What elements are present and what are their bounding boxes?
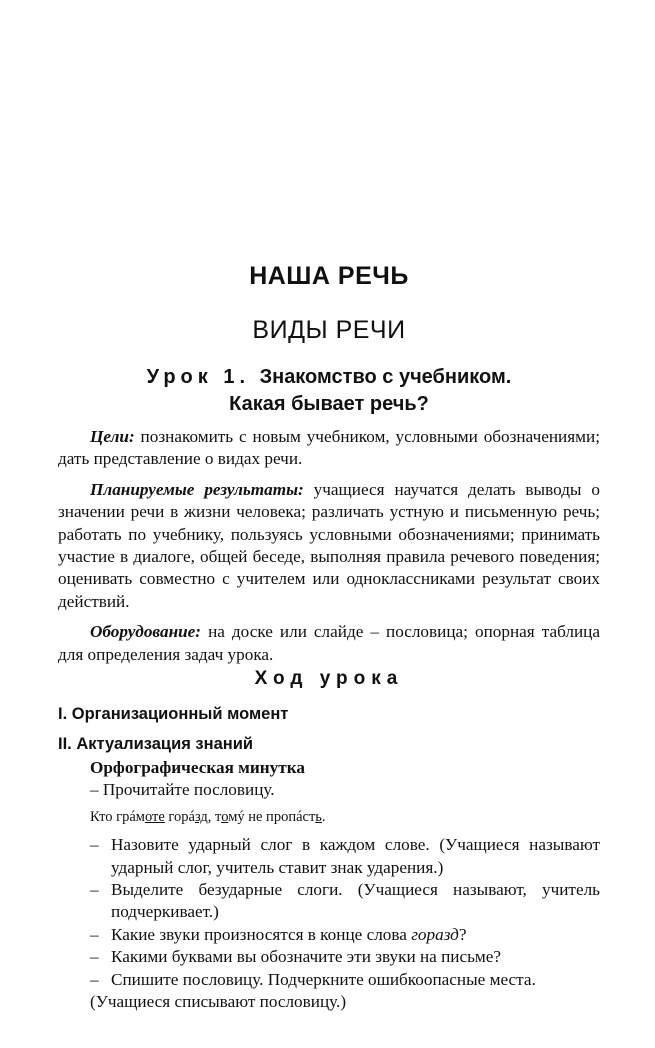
goals-text: познакомить с новым учебником, условными обозначениями; дать представление о видах речи. <box>58 427 600 469</box>
course-heading: Ход урока <box>254 668 404 689</box>
spelling-minute <box>58 757 600 1013</box>
equipment-paragraph <box>58 621 600 666</box>
equipment-label: Оборудование: <box>90 622 202 642</box>
goals-label: Цели: <box>90 427 135 446</box>
results-label: Планируемые результаты: <box>90 479 304 499</box>
lesson-title-line2: Какая бывает речь? <box>229 393 429 415</box>
goals-paragraph <box>58 426 600 471</box>
lesson-title-line1 <box>58 364 600 391</box>
task-item: – Назовите ударный слог в каждом слове. (Учащиеся называют ударный слог, учитель ставит знак ударения.) <box>90 835 600 877</box>
task-item: – Какие звуки произносятся в конце слова горазд? <box>90 924 467 944</box>
lesson-title <box>58 364 600 418</box>
results-text: учащиеся научатся делать выводы о значении речи в жизни человека; различать устную и письменную речь; работать по учебнику, пользуясь условными обозначениями; принимать участие в диалоге, общей беседе, выполняя правила речевого поведения; оценивать совместно с учителем или одноклассниками результат своих действий. <box>58 479 600 611</box>
task-item: – Выделите безударные слоги. (Учащиеся называют, учитель подчеркивает.) <box>90 880 600 922</box>
lesson-intro <box>58 426 600 674</box>
proverb: Кто грáмоте горáзд, томý не прoпáсть. <box>90 808 326 825</box>
task-item: – Какими буквами вы обозначите эти звуки на письме? <box>90 947 502 967</box>
task-item: – Спишите пословицу. Подчеркните ошибкоопасные места. <box>90 969 536 989</box>
equipment-text: на доске или слайде – пословица; опорная таблица для определения задач урока. <box>58 622 600 664</box>
stage-organizational: I. Организационный момент <box>58 705 289 723</box>
spelling-subhead: Орфографическая минутка <box>90 758 305 777</box>
lesson-title-text: Знакомство с учебником. <box>259 366 512 388</box>
section-title: НАША РЕЧЬ <box>249 262 409 290</box>
subsection-title: ВИДЫ РЕЧИ <box>252 316 406 344</box>
lesson-label: Урок 1. <box>146 366 251 388</box>
closing-note: (Учащиеся списывают пословицу.) <box>90 992 347 1012</box>
read-proverb-instruction: – Прочитайте пословицу. <box>90 780 275 800</box>
stage-knowledge-update: II. Актуализация знаний <box>58 735 254 753</box>
results-paragraph <box>58 479 600 613</box>
